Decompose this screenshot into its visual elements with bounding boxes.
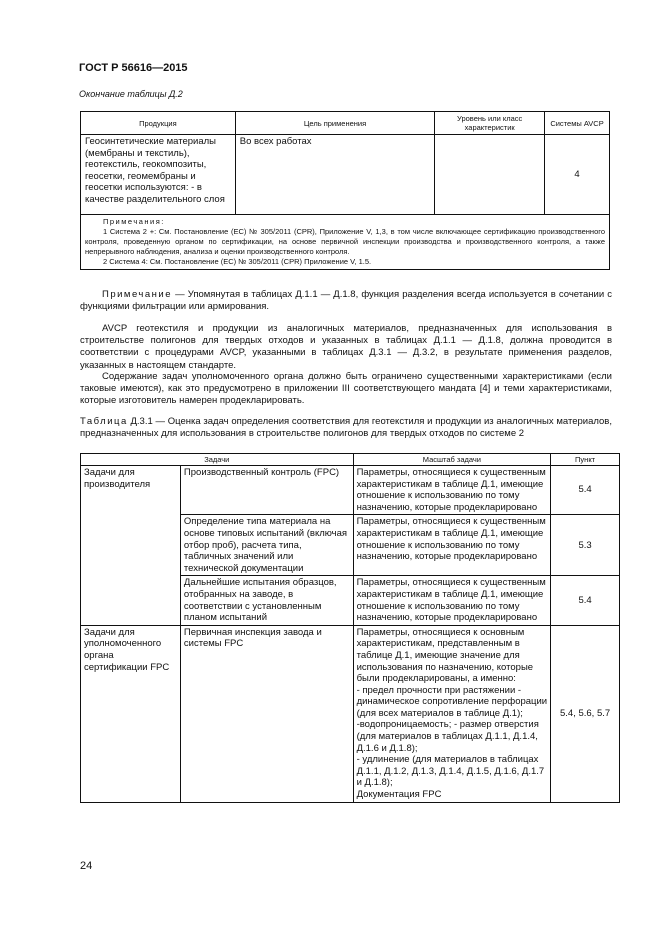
scope-cell: Параметры, относящиеся к существенным характеристикам в таблице Д.1, имеющие отношение к использованию по тому назначению, которые продекларировано (353, 466, 551, 515)
table-d31 (80, 453, 620, 803)
note-1: 1 Система 2 +: См. Постановление (ЕС) № 305/2011 (CPR), Приложение V, 1,3, в том числе включающее сертификацию производственного контроля, проведенную органом по сертификации, на основе первичной инспекции производства и производственного контроля, а также непрерывного наблюдения, анализа и оценки производственного контроля. (85, 227, 605, 256)
page-number: 24 (80, 860, 93, 872)
group-title-manufacturer: Задачи для производителя (81, 466, 181, 626)
table-notes (81, 215, 610, 270)
clause-cell: 5.4 (551, 466, 620, 515)
task-cell: Дальнейшие испытания образцов, отобранных на заводе, в соответствии с установленным планом испытаний (180, 576, 353, 625)
paragraph-content: Содержание задач уполномоченного органа должно быть ограничено существенными характеристиками (если таковые имеются), как это предусмотрено в приложении III соответствующего мандата [4] и теми характеристиками, которые изготовитель намерен продекларировать. (80, 371, 612, 407)
header-product: Продукция (81, 112, 236, 135)
caption-text: Д.3.1 — Оценка задач определения соответствия для геотекстиля и продукции из аналогичных материалов, предназначенных для использования в строительстве полигонов для твердых отходов по системе 2 (80, 416, 612, 440)
clause-cell: 5.4, 5.6, 5.7 (551, 625, 620, 802)
task-cell: Первичная инспекция завода и системы FPC (180, 625, 353, 802)
note-paragraph (80, 289, 612, 313)
cell-avcp: 4 (545, 135, 610, 215)
header-scope: Масштаб задачи (353, 454, 551, 466)
standard-designation: ГОСТ Р 56616—2015 (79, 62, 188, 74)
clause-cell: 5.4 (551, 576, 620, 625)
note-label: Примечание (102, 289, 172, 300)
header-purpose: Цель применения (235, 112, 434, 135)
scope-cell: Параметры, относящиеся к существенным характеристикам в таблице Д.1, имеющие отношение к использованию по тому назначению, которые продекларировано (353, 576, 551, 625)
table-d31-caption (80, 416, 612, 440)
task-cell: Производственный контроль (FPC) (180, 466, 353, 515)
clause-cell: 5.3 (551, 515, 620, 576)
table-row (81, 466, 620, 515)
paragraph-avcp: AVCP геотекстиля и продукции из аналогичных материалов, предназначенных для использования в строительстве полигонов для твердых отходов и указанных в таблицах Д.1.1 — Д.1.8, должна проводится в соответствии с процедурами AVCP, указанными в таблицах Д.3.1 — Д.3.2, в результате применения разделов, указанных в настоящем стандарте. (80, 323, 612, 371)
header-avcp: Системы AVCP (545, 112, 610, 135)
cell-product: Геосинтетические материалы (мембраны и текстиль), геотекстиль, геокомпозиты, геосетки, геомембраны и геосетки используются: - в качестве разделительного слоя (81, 135, 236, 215)
caption-label: Таблица (80, 416, 128, 427)
header-tasks: Задачи (81, 454, 354, 466)
header-clause: Пункт (551, 454, 620, 466)
cell-purpose: Во всех работах (235, 135, 434, 215)
table-row (81, 625, 620, 802)
group-title-certification: Задачи для уполномоченного органа сертификации FPC (81, 625, 181, 802)
cell-level (435, 135, 545, 215)
scope-cell: Параметры, относящиеся к существенным характеристикам в таблице Д.1, имеющие отношение к использованию по тому назначению, которые продекларировано (353, 515, 551, 576)
note-text: — Упомянутая в таблицах Д.1.1 — Д.1.8, функция разделения всегда используется в сочетании с функциями фильтрации или армирования. (80, 289, 612, 313)
notes-title: Примечания: (103, 217, 165, 226)
table-continuation-caption: Окончание таблицы Д.2 (79, 89, 183, 99)
task-cell: Определение типа материала на основе типовых испытаний (включая отбор проб), расчета типа, табличных значений или технической документации (180, 515, 353, 576)
scope-cell: Параметры, относящиеся к основным характеристикам, представленным в таблице Д.1, имеющие значение для использования по назначению, которые были продекларированы, а именно: - предел прочности при растяжении - динамическое сопротивление перфорации (для всех материалов в таблице Д.1); -водопроницаемость; - размер отверстия (для материалов в таблицах Д.1.1, Д.1.4, Д.1.6 и Д.1.8); - удлинение (для материалов в таблицах Д.1.1, Д.1.2, Д.1.3, Д.1.4, Д.1.5, Д.1.6, Д.1.7 и Д.1.8); Документация FPC (353, 625, 551, 802)
header-level: Уровень или класс характеристик (435, 112, 545, 135)
note-2: 2 Система 4: См. Постановление (ЕС) № 305/2011 (CPR) Приложение V, 1.5. (103, 257, 372, 266)
table-d2-end (80, 111, 610, 270)
